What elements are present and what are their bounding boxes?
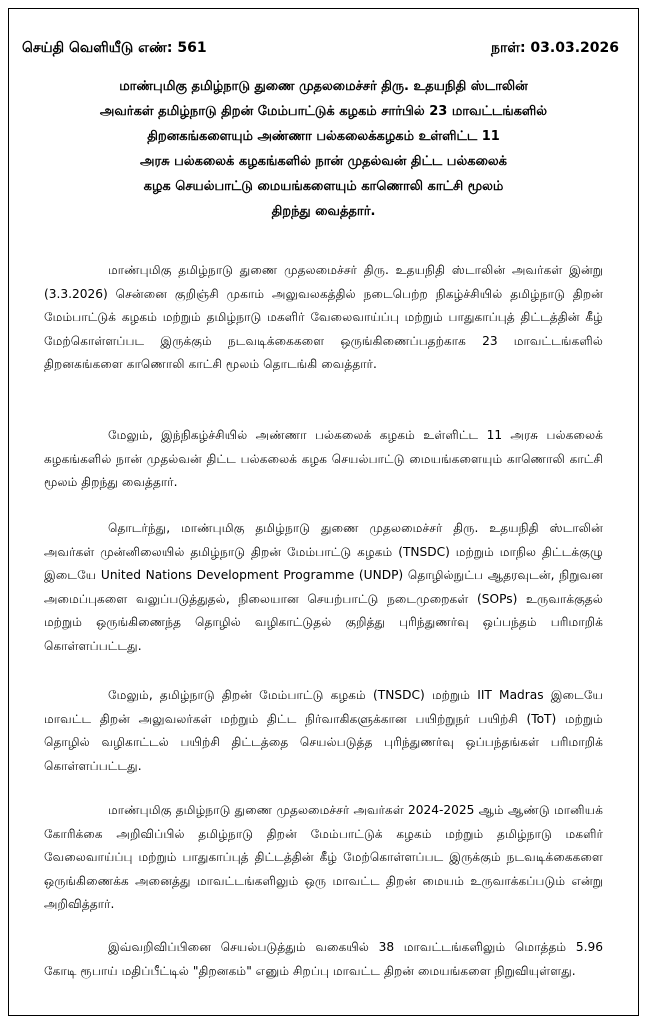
document-header (22, 40, 619, 60)
title-line: திறந்து வைத்தார். (271, 204, 376, 219)
title-line: அரசு பல்கலைக் கழகங்களில் நான் முதல்வன் திட்ட பல்கலைக் (140, 154, 507, 169)
body-paragraph-1: மாண்புமிகு தமிழ்நாடு துணை முதலமைச்சர் திரு. உதயநிதி ஸ்டாலின் அவர்கள் இன்று (3.3.2026) சென்னை குறிஞ்சி முகாம் அலுவலகத்தில் நடைபெற்ற நிகழ்ச்சியில் தமிழ்நாடு திறன் மேம்பாட்டுக் கழகம் மற்றும் தமிழ்நாடு மகளிர் வேலைவாய்ப்பு மற்றும் பாதுகாப்புத் திட்டத்தின் கீழ் மேற்கொள்ளப்பட இருக்கும் நடவடிக்கைகளை ஒருங்கிணைப்பதற்காக 23 மாவட்டங்களில் திறனகங்களை காணொலி காட்சி மூலம் தொடங்கி வைத்தார். (44, 263, 603, 371)
body-paragraph-6: இவ்வறிவிப்பினை செயல்படுத்தும் வகையில் 38 மாவட்டங்களிலும் மொத்தம் 5.96 கோடி ரூபாய் மதிப்பீட்டில் "திறனகம்" எனும் சிறப்பு மாவட்ட திறன் மையங்களை நிறுவியுள்ளது. (44, 940, 603, 978)
body-paragraph-3: தொடர்ந்து, மாண்புமிகு தமிழ்நாடு துணை முதலமைச்சர் திரு. உதயநிதி ஸ்டாலின் அவர்கள் முன்னிலையில் தமிழ்நாடு திறன் மேம்பாட்டு கழகம் (TNSDC) மற்றும் மாநில திட்டக்குழு இடையே United Nations Development Programme (UNDP) தொழில்நுட்ப ஆதரவுடன், நிறுவன அமைப்புகளை வலுப்படுத்துதல், நிலையான செயற்பாட்டு நடைமுறைகள் (SOPs) உருவாக்குதல் மற்றும் ஒருங்கிணைந்த தொழில் வழிகாட்டுதல் குறித்து புரிந்துணர்வு ஒப்பந்தம் பரிமாறிக் கொள்ளப்பட்டது. (44, 521, 603, 653)
body-paragraph-5: மாண்புமிகு தமிழ்நாடு துணை முதலமைச்சர் அவர்கள் 2024-2025 ஆம் ஆண்டு மானியக் கோரிக்கை அறிவிப்பில் தமிழ்நாடு திறன் மேம்பாட்டுக் கழகம் மற்றும் தமிழ்நாடு மகளிர் வேலைவாய்ப்பு மற்றும் பாதுகாப்புத் திட்டத்தின் கீழ் மேற்கொள்ளப்பட இருக்கும் நடவடிக்கைகளை ஒருங்கிணைக்க அனைத்து மாவட்டங்களிலும் ஒரு மாவட்ட திறன் மையம் உருவாக்கப்படும் என்று அறிவித்தார். (44, 803, 603, 911)
body-paragraph-4: மேலும், தமிழ்நாடு திறன் மேம்பாட்டு கழகம் (TNSDC) மற்றும் IIT Madras இடையே மாவட்ட திறன் அலுவலர்கள் மற்றும் திட்ட நிர்வாகிகளுக்கான பயிற்றுநர் பயிற்சி (ToT) மற்றும் தொழில் வழிகாட்டல் பயிற்சி திட்டத்தை செயல்படுத்த புரிந்துணர்வு ஒப்பந்தங்கள் பரிமாறிக் கொள்ளப்பட்டது. (44, 688, 603, 773)
body-paragraph-2: மேலும், இந்நிகழ்ச்சியில் அண்ணா பல்கலைக் கழகம் உள்ளிட்ட 11 அரசு பல்கலைக் கழகங்களில் நான் முதல்வன் திட்ட பல்கலைக் கழக செயல்பாட்டு மையங்களையும் காணொலி காட்சி மூலம் திறந்து வைத்தார். (44, 428, 603, 489)
title-line: திறனகங்களையும் அண்ணா பல்கலைக்கழகம் உள்ளிட்ட 11 (147, 129, 500, 144)
release-number: செய்தி வெளியீடு எண்: 561 (22, 40, 207, 56)
title-line: மாண்புமிகு தமிழ்நாடு துணை முதலமைச்சர் திரு. உதயநிதி ஸ்டாலின் (119, 79, 528, 94)
press-release-title (40, 74, 607, 224)
title-line: கழக செயல்பாட்டு மையங்களையும் காணொலி காட்சி மூலம் (143, 179, 504, 194)
release-date: நாள்: 03.03.2026 (491, 40, 619, 56)
title-line: அவர்கள் தமிழ்நாடு திறன் மேம்பாட்டுக் கழகம் சார்பில் 23 மாவட்டங்களில் (99, 104, 548, 119)
